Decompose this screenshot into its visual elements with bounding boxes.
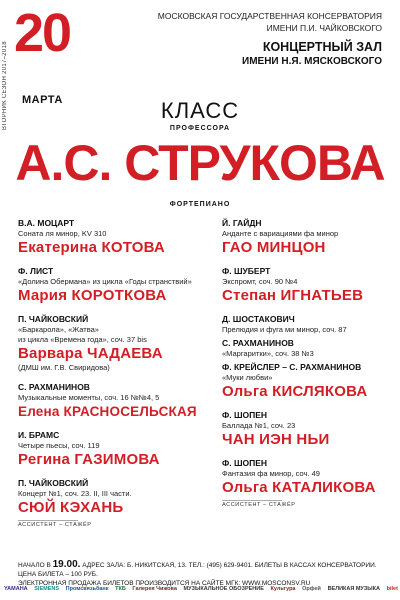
sponsor-logo: Промсвязьбанк xyxy=(65,586,109,592)
program-item xyxy=(222,410,392,449)
start-time: 19.00. xyxy=(52,559,81,570)
work-title-3: «Муки любви» xyxy=(222,373,273,382)
sponsor-logo: Галерея Чижова xyxy=(132,586,177,592)
footer-line-2: ЭЛЕКТРОННАЯ ПРОДАЖА БИЛЕТОВ ПРОИЗВОДИТСЯ НА САЙТЕ МГК: WWW.MOSCONSV.RU xyxy=(18,580,311,587)
divider xyxy=(222,500,282,501)
class-label: КЛАСС xyxy=(160,98,240,123)
composer: Ф. ШОПЕН xyxy=(222,410,268,420)
conservatory-name xyxy=(142,10,382,34)
composer-2: С. РАХМАНИНОВ xyxy=(222,338,294,348)
composer: С. РАХМАНИНОВ xyxy=(18,382,90,392)
work-title: Экспромт, соч. 90 №4 xyxy=(222,277,298,286)
work-title-2: «Маргаритки», соч. 38 №3 xyxy=(222,349,314,358)
work-title: «Баркарола», «Жатва» xyxy=(18,325,99,334)
program-item xyxy=(18,218,218,257)
professor-name: А.С. СТРУКОВА xyxy=(15,135,385,191)
work-title-cont: из цикла «Времена года», соч. 37 bis xyxy=(18,335,147,344)
conservatory-line-2: ИМЕНИ П.И. ЧАЙКОВСКОГО xyxy=(266,23,382,33)
professor-label: ПРОФЕССОРА xyxy=(169,125,231,132)
program-item xyxy=(222,266,392,305)
composer: Й. ГАЙДН xyxy=(222,218,262,228)
composer: Ф. ШУБЕРТ xyxy=(222,266,271,276)
sponsor-logo: SIEMENS xyxy=(34,586,60,592)
work-title: Музыкальные моменты, соч. 16 №№4, 5 xyxy=(18,393,160,402)
composer-3: Ф. КРЕЙСЛЕР – С. РАХМАНИНОВ xyxy=(222,362,362,372)
performer-name: ГАО МИНЦОН xyxy=(222,239,326,256)
performer-school: (ДМШ им. Г.В. Свиридова) xyxy=(18,363,110,372)
concert-month: МАРТА xyxy=(22,94,63,106)
sponsor-logo: ВЕЛИКАЯ МУЗЫКА xyxy=(327,586,381,592)
program-item xyxy=(18,314,218,373)
composer: И. БРАМС xyxy=(18,430,60,440)
instrument-label: ФОРТЕПИАНО xyxy=(169,201,231,208)
program-item xyxy=(222,458,392,508)
work-title: Концерт №1, соч. 23. II, III части. xyxy=(18,489,132,498)
program-item xyxy=(222,218,392,257)
work-title: Баллада №1, соч. 23 xyxy=(222,421,296,430)
composer: Ф. ШОПЕН xyxy=(222,458,268,468)
performer-name: Ольга КИСЛЯКОВА xyxy=(222,383,368,400)
work-title: Соната ля минор, KV 310 xyxy=(18,229,107,238)
sponsor-logo: ТКБ xyxy=(115,586,126,592)
sponsor-logo: Орфей xyxy=(302,586,321,592)
sponsor-logo: YAMAHA xyxy=(4,586,28,592)
assistant-label: АССИСТЕНТ – СТАЖЁР xyxy=(18,522,92,528)
program-left-column xyxy=(18,218,218,537)
sponsor-logo: bilet xyxy=(386,586,398,592)
concert-day: 20 xyxy=(14,3,71,63)
performer-name: Мария КОРОТКОВА xyxy=(18,287,167,304)
work-title: Андантe с вариациями фа минор xyxy=(222,229,339,238)
sponsor-logo: Культура xyxy=(270,586,296,592)
program-item xyxy=(18,478,218,528)
program-item xyxy=(18,382,218,421)
composer: В.А. МОЦАРТ xyxy=(18,218,75,228)
hall-line-1: КОНЦЕРТНЫЙ ЗАЛ xyxy=(262,40,382,54)
composer: Д. ШОСТАКОВИЧ xyxy=(222,314,295,324)
program-item xyxy=(18,430,218,469)
performer-name: Елена КРАСНОСЕЛЬСКАЯ xyxy=(18,404,197,419)
conservatory-line-1: МОСКОВСКАЯ ГОСУДАРСТВЕННАЯ КОНСЕРВАТОРИЯ xyxy=(157,11,382,21)
work-title: Прелюдия и фуга ми минор, соч. 87 xyxy=(222,325,347,334)
composer: П. ЧАЙКОВСКИЙ xyxy=(18,314,89,324)
work-title: «Долина Обермана» из цикла «Годы странствий» xyxy=(18,277,192,286)
footer-address: АДРЕС ЗАЛА: Б. НИКИТСКАЯ, 13. ТЕЛ.: (495) 629-9401. БИЛЕТЫ В КАССАХ КОНСЕРВАТОРИИ. ЦЕНА БИЛЕТА – 100 РУБ. xyxy=(18,562,377,578)
program-right-column xyxy=(222,218,392,517)
performer-name: СЮЙ КЭХАНЬ xyxy=(18,499,124,516)
divider xyxy=(18,520,78,521)
work-title: Фантазия фа минор, соч. 49 xyxy=(222,469,320,478)
performer-name: Екатерина КОТОВА xyxy=(18,239,165,256)
performer-name: Степан ИГНАТЬЕВ xyxy=(222,287,364,304)
composer: П. ЧАЙКОВСКИЙ xyxy=(18,478,89,488)
performer-name: Ольга КАТАЛИКОВА xyxy=(222,479,376,496)
performer-name: ЧАН ИЭН НЬИ xyxy=(222,431,330,448)
performer-name: Варвара ЧАДАЕВА xyxy=(18,345,163,362)
program-item xyxy=(222,314,392,401)
program-item xyxy=(18,266,218,305)
hall-line-2: ИМЕНИ Н.Я. МЯСКОВСКОГО xyxy=(242,56,382,67)
performer-name: Регина ГАЗИМОВА xyxy=(18,451,160,468)
sponsor-logo: МУЗЫКАЛЬНОЕ ОБОЗРЕНИЕ xyxy=(183,586,264,592)
sponsor-bar xyxy=(4,583,398,595)
composer: Ф. ЛИСТ xyxy=(18,266,54,276)
start-prefix: НАЧАЛО В xyxy=(18,562,51,569)
footer-line-1 xyxy=(18,560,390,579)
work-title: Четыре пьесы, соч. 119 xyxy=(18,441,100,450)
hall-name xyxy=(142,40,382,68)
season-vertical-text: ВТОРНИК СЕЗОН 2017–2018 xyxy=(2,41,8,130)
assistant-label: АССИСТЕНТ – СТАЖЁР xyxy=(222,502,296,508)
